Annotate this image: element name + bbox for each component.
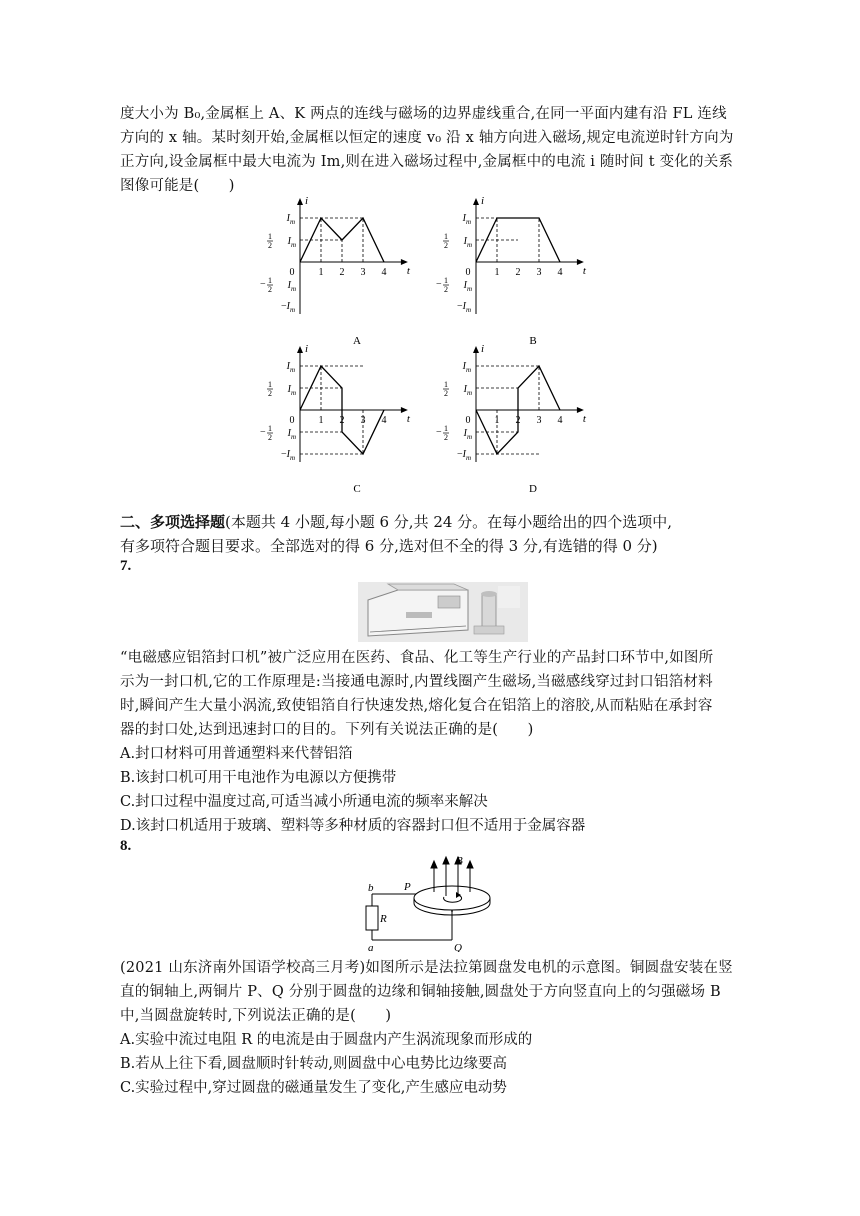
label-a: a [368, 942, 374, 952]
x-tick-label: 3 [360, 267, 366, 278]
y-tick-neg-im: $-I_m$ [280, 301, 295, 314]
x-tick-label: 4 [557, 415, 563, 426]
graph-c [260, 343, 411, 495]
x-axis-label: t [406, 265, 410, 277]
q6-line: 正方向,设金属框中最大电流为 Im,则在进入磁场过程中,金属框中的电流 i 随时间 t 变化的关系 [120, 154, 734, 170]
y-tick-neg-im: $-I_m$ [456, 449, 471, 462]
q8-option-b[interactable]: B.若从上往下看,圆盘顺时针转动,则圆盘中心电势比边缘要高 [120, 1056, 507, 1072]
svg-text:1: 1 [444, 232, 448, 241]
svg-text:−: − [260, 279, 266, 290]
svg-text:2: 2 [268, 433, 272, 442]
q7-option-c[interactable]: C.封口过程中温度过高,可适当减小所通电流的频率来解决 [120, 794, 488, 810]
x-tick-label: 4 [557, 267, 563, 278]
label-p: P [404, 881, 411, 893]
y-tick-neg-half-im [436, 424, 472, 442]
copper-disk [414, 886, 490, 910]
resistor-r [366, 906, 378, 930]
x-tick-label: 0 [289, 267, 295, 278]
graph-option-label: D [529, 483, 537, 495]
svg-text:1: 1 [444, 424, 448, 433]
q7-line: “电磁感应铝箔封口机”被广泛应用在医药、食品、化工等生产行业的产品封口环节中,如图所 [120, 650, 714, 666]
x-axis-label: t [582, 265, 586, 277]
q6-line: 度大小为 B₀,金属框上 A、K 两点的连线与磁场的边界虚线重合,在同一平面内建有沿 FL 连线 [120, 106, 727, 122]
svg-text:2: 2 [444, 285, 448, 294]
section-2-desc-1: (本题共 4 小题,每小题 6 分,共 24 分。在每小题给出的四个选项中, [225, 513, 672, 531]
y-axis-arrow-icon [473, 346, 479, 353]
x-tick-label: 2 [339, 267, 345, 278]
graph-b [436, 195, 587, 347]
q6-line: 图像可能是( ) [120, 178, 235, 194]
graph-a [260, 195, 411, 347]
y-axis-arrow-icon [473, 198, 479, 205]
svg-text:2: 2 [444, 433, 448, 442]
svg-text:1: 1 [444, 380, 448, 389]
y-axis-label: i [305, 343, 309, 355]
label-b: b [368, 882, 374, 894]
graph-option-label: C [353, 483, 361, 495]
svg-text:Im: $I_m$ [287, 428, 296, 441]
x-tick-label: 3 [536, 415, 542, 426]
y-tick-im: $I_m$ [286, 361, 295, 374]
svg-text:Im: $I_m$ [287, 280, 296, 293]
y-axis-label: i [481, 195, 485, 207]
y-tick-half-im [443, 232, 472, 250]
svg-text:2: 2 [444, 389, 448, 398]
x-tick-label: 0 [289, 415, 295, 426]
svg-text:Im: $I_m$ [287, 236, 296, 249]
graph-d [436, 343, 587, 495]
x-axis-label: t [406, 413, 410, 425]
q6-stem [120, 102, 745, 198]
svg-text:2: 2 [268, 389, 272, 398]
y-tick-im: $I_m$ [286, 213, 295, 226]
x-tick-label: 4 [381, 267, 387, 278]
y-axis-arrow-icon [297, 198, 303, 205]
q7-option-d[interactable]: D.该封口机适用于玻璃、塑料等多种材质的容器封口但不适用于金属容器 [120, 818, 586, 834]
q8-number: 8. [120, 838, 132, 854]
svg-text:2: 2 [444, 241, 448, 250]
x-tick-label: 4 [381, 415, 387, 426]
svg-text:1: 1 [268, 380, 272, 389]
svg-text:−: − [260, 427, 266, 438]
x-tick-label: 2 [515, 415, 521, 426]
graph-option-label: B [529, 335, 537, 347]
q8-line: 中,当圆盘旋转时,下列说法正确的是( ) [120, 1008, 392, 1024]
x-tick-label: 1 [318, 267, 324, 278]
q7-line: 器的封口处,达到迅速封口的目的。下列有关说法正确的是( ) [120, 722, 534, 738]
y-tick-half-im [267, 232, 296, 250]
svg-text:1: 1 [268, 424, 272, 433]
label-q: Q [454, 942, 462, 952]
svg-text:Im: $I_m$ [463, 384, 472, 397]
y-tick-half-im [267, 380, 296, 398]
x-tick-label: 1 [318, 415, 324, 426]
svg-text:2: 2 [268, 285, 272, 294]
y-tick-neg-im: $-I_m$ [280, 449, 295, 462]
svg-text:1: 1 [444, 276, 448, 285]
q8-option-c[interactable]: C.实验过程中,穿过圆盘的磁通量发生了变化,产生感应电动势 [120, 1080, 507, 1096]
y-axis-label: i [481, 343, 485, 355]
y-tick-neg-im: $-I_m$ [456, 301, 471, 314]
svg-text:2: 2 [268, 241, 272, 250]
x-tick-label: 2 [515, 267, 521, 278]
svg-text:1: 1 [268, 232, 272, 241]
svg-text:Im: $I_m$ [463, 280, 472, 293]
q8-option-a[interactable]: A.实验中流过电阻 R 的电流是由于圆盘内产生涡流现象而形成的 [120, 1032, 533, 1048]
svg-text:1: 1 [268, 276, 272, 285]
svg-text:−: − [436, 427, 442, 438]
y-tick-neg-half-im [436, 276, 472, 294]
y-axis-label: i [305, 195, 309, 207]
q7-option-a[interactable]: A.封口材料可用普通塑料来代替铝箔 [120, 746, 353, 762]
faraday-disk-diagram [360, 852, 520, 952]
q6-graphs [0, 195, 860, 495]
x-tick-label: 3 [536, 267, 542, 278]
graph-option-label: A [353, 335, 361, 347]
q6-line: 方向的 x 轴。某时刻开始,金属框以恒定的速度 v₀ 沿 x 轴方向进入磁场,规定电流逆时针方向为 [120, 130, 734, 146]
x-tick-label: 1 [494, 267, 500, 278]
x-tick-label: 3 [360, 415, 366, 426]
section-2-heading [120, 510, 745, 558]
section-2-desc-2: 有多项符合题目要求。全部选对的得 6 分,选对但不全的得 3 分,有选错的得 0 分) [120, 537, 658, 555]
svg-text:−: − [436, 279, 442, 290]
y-tick-neg-half-im [260, 424, 296, 442]
section-2-title: 二、多项选择题 [120, 513, 226, 531]
y-axis-arrow-icon [297, 346, 303, 353]
svg-text:Im: $I_m$ [463, 428, 472, 441]
y-tick-neg-half-im [260, 276, 296, 294]
y-tick-half-im [443, 380, 472, 398]
sealing-machine-image [358, 582, 528, 642]
x-tick-label: 0 [465, 267, 471, 278]
q8-line: (2021 山东济南外国语学校高三月考)如图所示是法拉第圆盘发电机的示意图。铜圆盘安装在竖 [120, 960, 733, 976]
q8-line: 直的铜轴上,两铜片 P、Q 分别于圆盘的边缘和铜轴接触,圆盘处于方向竖直向上的匀强磁场 B [120, 984, 721, 1000]
x-tick-label: 0 [465, 415, 471, 426]
label-B: B [456, 855, 463, 867]
y-tick-im: $I_m$ [462, 213, 471, 226]
q7-line: 示为一封口机,它的工作原理是:当接通电源时,内置线圈产生磁场,当磁感线穿过封口铝箔材料 [120, 674, 713, 690]
q7-option-b[interactable]: B.该封口机可用干电池作为电源以方便携带 [120, 770, 397, 786]
label-r: R [380, 913, 387, 925]
q7-line: 时,瞬间产生大量小涡流,致使铝箔自行快速发热,熔化复合在铝箔上的溶胶,从而粘贴在承封容 [120, 698, 713, 714]
svg-text:Im: $I_m$ [463, 236, 472, 249]
q8-stem [120, 956, 745, 1028]
q7-stem [120, 646, 745, 742]
q7-number: 7. [120, 558, 132, 574]
y-tick-im: $I_m$ [462, 361, 471, 374]
svg-text:Im: $I_m$ [287, 384, 296, 397]
x-axis-label: t [582, 413, 586, 425]
x-tick-label: 2 [339, 415, 345, 426]
x-tick-label: 1 [494, 415, 500, 426]
